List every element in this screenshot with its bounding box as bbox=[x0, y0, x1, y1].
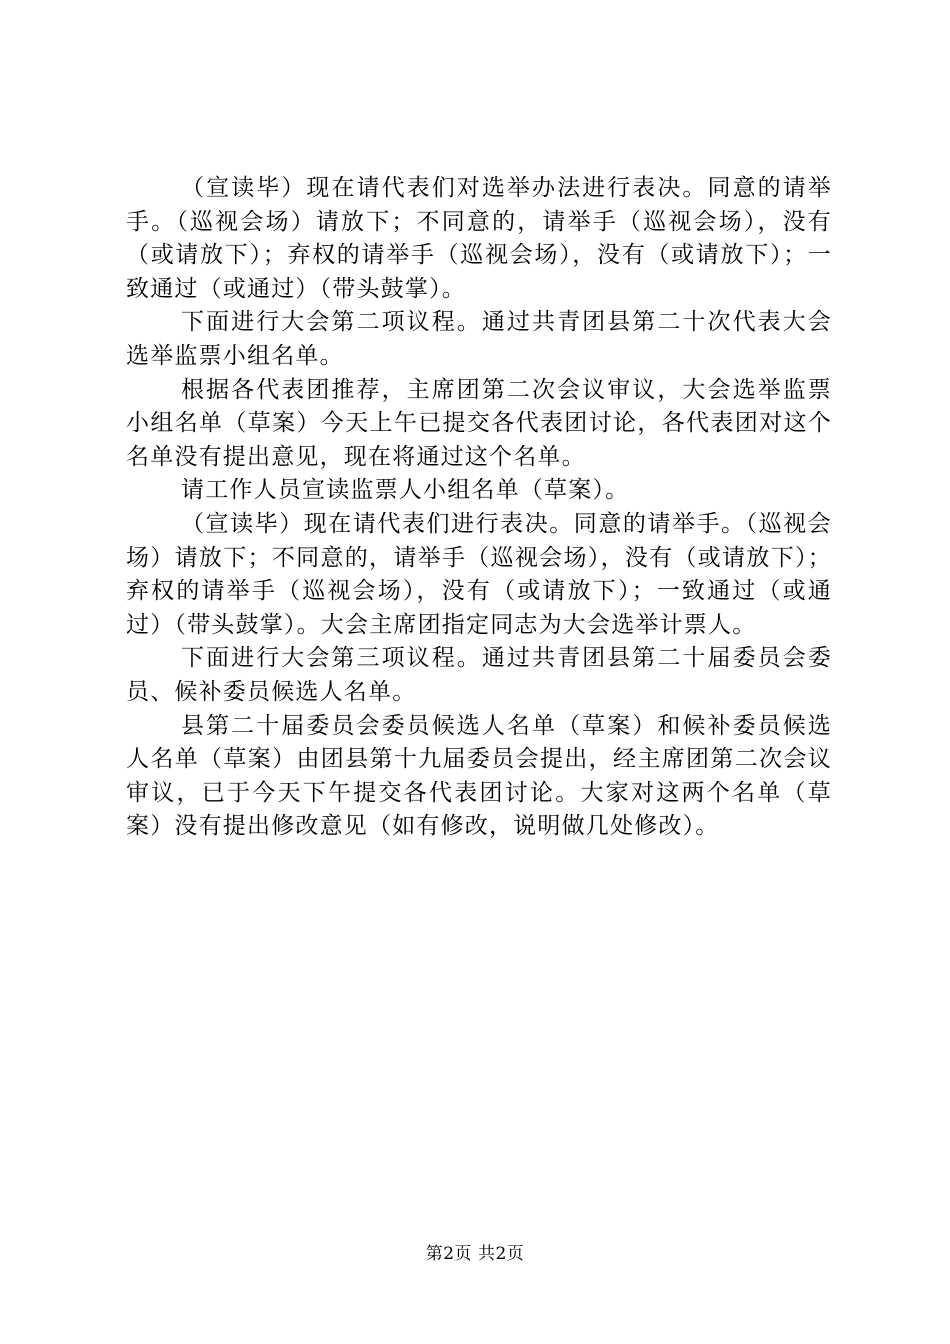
paragraph-scrutineer-nomination: 根据各代表团推荐，主席团第二次会议审议，大会选举监票小组名单（草案）今天上午已提交各代表团讨论，各代表团对这个名单没有提出意见，现在将通过这个名单。 bbox=[126, 376, 832, 470]
page-number-footer: 第2页 共2页 bbox=[425, 1244, 525, 1264]
paragraph-agenda-item-3: 下面进行大会第三项议程。通过共青团县第二十届委员会委员、候补委员候选人名单。 bbox=[126, 645, 832, 705]
paragraph-agenda-item-2: 下面进行大会第二项议程。通过共青团县第二十次代表大会选举监票小组名单。 bbox=[126, 309, 832, 369]
paragraph-candidate-list: 县第二十届委员会委员候选人名单（草案）和候补委员候选人名单（草案）由团县第十九届委员会提出，经主席团第二次会议审议，已于今天下午提交各代表团讨论。大家对这两个名单（草案）没有提出修改意见（如有修改，说明做几处修改）。 bbox=[126, 712, 832, 840]
paragraph-voting-procedure: （宣读毕）现在请代表们对选举办法进行表决。同意的请举手。（巡视会场）请放下；不同意的，请举手（巡视会场），没有（或请放下）；弃权的请举手（巡视会场），没有（或请放下）；一致通过（或通过）（带头鼓掌）。 bbox=[126, 175, 832, 302]
paragraph-scrutineer-vote: （宣读毕）现在请代表们进行表决。同意的请举手。（巡视会场）请放下；不同意的，请举手（巡视会场），没有（或请放下）；弃权的请举手（巡视会场），没有（或请放下）；一致通过（或通过）（带头鼓掌）。大会主席团指定同志为大会选举计票人。 bbox=[126, 510, 832, 638]
paragraph-read-scrutineer-list: 请工作人员宣读监票人小组名单（草案）。 bbox=[181, 477, 630, 504]
document-body bbox=[126, 172, 832, 844]
